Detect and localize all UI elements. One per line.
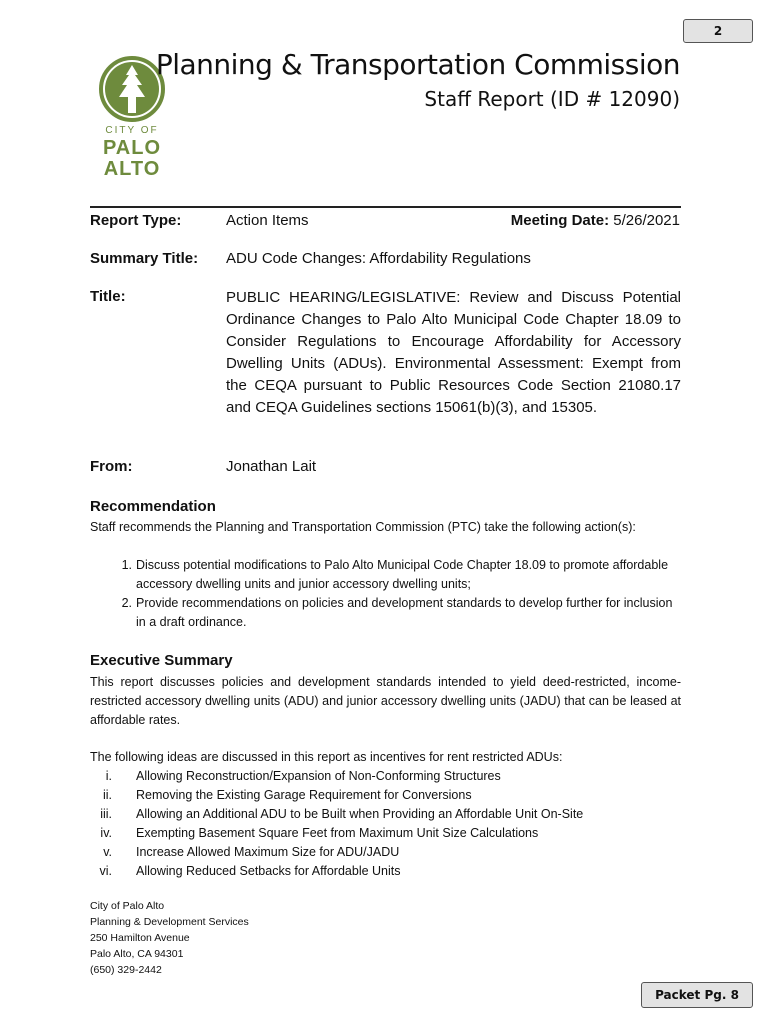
recommendation-heading: Recommendation [90,498,216,515]
from-label: From: [90,458,133,475]
logo-palo: PALO [102,137,162,159]
list-item [90,594,681,632]
from-value: Jonathan Lait [226,458,317,475]
executive-summary-para: This report discusses policies and development standards intended to yield deed-restricted, income-restricted accessory dwelling units (ADU) and junior accessory dwelling units (JADU) that can be leased at affordable rates. [90,675,681,727]
incentives-intro: The following ideas are discussed in this report as incentives for rent restricted ADUs: [90,750,563,764]
list-item-number: ii. [102,788,112,802]
footer-line: (650) 329-2442 [90,964,162,976]
logo-alto: ALTO [103,158,161,180]
list-item-text: Discuss potential modifications to Palo Alto Municipal Code Chapter 18.09 to promote affordable accessory dwelling units and junior accessory dwelling units; [136,558,669,591]
list-item-number: 1. [121,558,132,572]
recommendation-list [90,556,681,632]
list-item-text: Allowing Reconstruction/Expansion of Non-Conforming Structures [136,769,501,783]
list-item [90,556,681,594]
recommendation-intro: Staff recommends the Planning and Transportation Commission (PTC) take the following action(s): [90,520,636,534]
list-item-text: Allowing Reduced Setbacks for Affordable Units [136,864,401,878]
packet-page-badge: Packet Pg. 8 [641,982,753,1008]
title-value: PUBLIC HEARING/LEGISLATIVE: Review and Discuss Potential Ordinance Changes to Palo Alto Municipal Code Chapter 18.09 to Consider Regulations to Encourage Affordability for Accessory Dwelling Units (ADUs). Environmental Assessment: Exempt from the CEQA pursuant to Public Resources Code Section 21080.17 and CEQA Guidelines sections 15061(b)(3), and 15305. [226,289,681,416]
list-item-number: v. [103,845,112,859]
list-item [90,843,681,862]
header-divider [90,206,681,208]
summary-title-value: ADU Code Changes: Affordability Regulations [226,250,531,267]
list-item-text: Provide recommendations on policies and development standards to develop further for inclusion in a draft ordinance. [136,596,673,629]
list-item-number: i. [105,769,112,783]
footer-line: City of Palo Alto [90,900,165,912]
report-type-label: Report Type: [90,212,182,229]
list-item-number: 2. [121,596,132,610]
meeting-date-value: 5/26/2021 [613,212,680,229]
list-item-number: iv. [100,826,112,840]
incentives-list [90,767,681,881]
executive-summary-heading: Executive Summary [90,652,233,669]
list-item-text: Exempting Basement Square Feet from Maximum Unit Size Calculations [136,826,539,840]
title-label: Title: [90,288,126,305]
list-item-number: vi. [99,864,112,878]
footer-line: Palo Alto, CA 94301 [90,948,184,960]
list-item [90,862,681,881]
list-item [90,824,681,843]
footer-line: Planning & Development Services [90,916,249,928]
list-item-text: Removing the Existing Garage Requirement for Conversions [136,788,472,802]
list-item-number: iii. [100,807,112,821]
logo-city-of: CITY OF [105,125,159,136]
footer-address [90,898,249,978]
page-title: Planning & Transportation Commission [155,48,680,81]
list-item [90,805,681,824]
list-item-text: Increase Allowed Maximum Size for ADU/JADU [136,845,400,859]
report-id: Staff Report (ID # 12090) [424,87,680,111]
meeting-date [511,212,680,229]
list-item [90,767,681,786]
list-item [90,786,681,805]
report-type-value: Action Items [226,212,309,229]
summary-title-label: Summary Title: [90,250,199,267]
list-item-text: Allowing an Additional ADU to be Built when Providing an Affordable Unit On-Site [136,807,584,821]
meeting-date-label: Meeting Date: [510,212,610,229]
page-number-badge: 2 [683,19,753,43]
footer-line: 250 Hamilton Avenue [90,932,190,944]
